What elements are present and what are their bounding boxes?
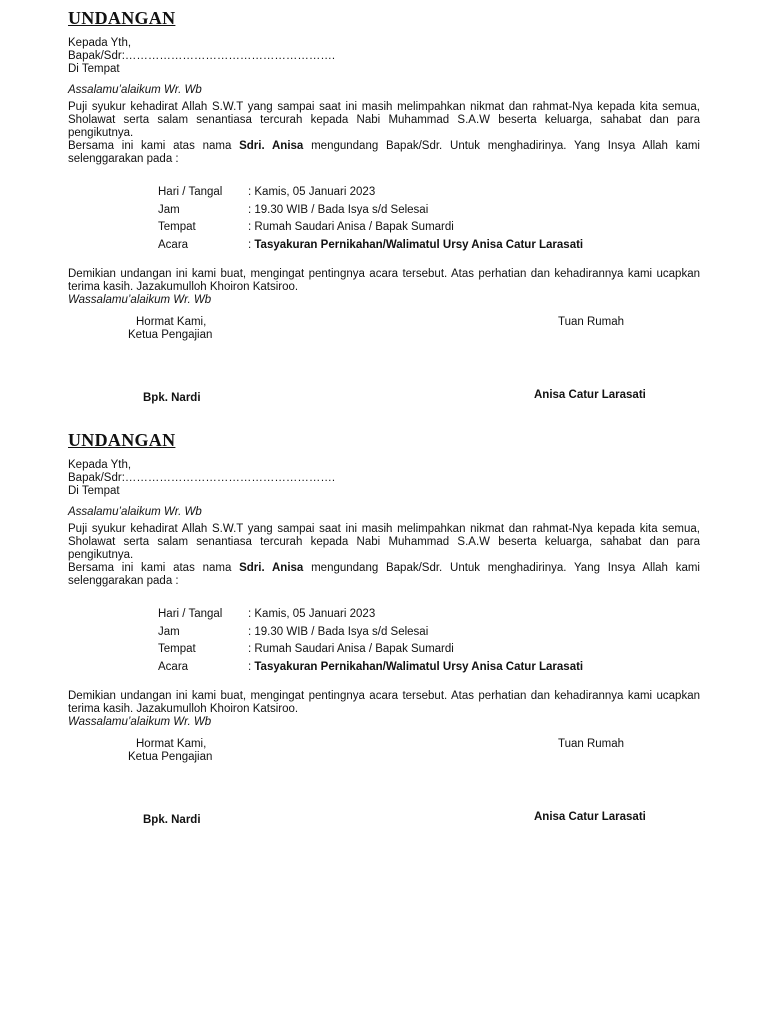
signature-left-name: Bpk. Nardi [143,392,201,404]
event-name: Tasyakuran Pernikahan/Walimatul Ursy Anisa Catur Larasati [254,238,584,251]
paragraph-host-after: mengundang Bapak/Sdr. Untuk menghadirinya. Yang Insya Allah kami selenggarakan pada : [68,140,700,165]
closing-block [68,268,700,307]
address-line-place: Di Tempat [68,63,120,75]
invitation-copy-1 [0,0,768,420]
signature-right-heading: Tuan Rumah [558,738,625,750]
detail-label: Acara [158,660,189,673]
signature-right-name: Anisa Catur Larasati [534,389,646,401]
detail-value: : Kamis, 05 Januari 2023 [248,608,376,620]
address-line-place: Di Tempat [68,485,120,497]
event-name: Tasyakuran Pernikahan/Walimatul Ursy Anisa Catur Larasati [254,660,584,673]
host-name: Sdri. Anisa [239,562,304,574]
signature-left-line2: Ketua Pengajian [128,751,213,763]
paragraph-host [68,562,700,588]
detail-label: Jam [158,625,180,638]
paragraph-host-before: Bersama ini kami atas nama [68,140,240,152]
greeting: Assalamu’alaikum Wr. Wb [68,84,202,96]
detail-value [248,239,583,252]
detail-label: Hari / Tangal [158,608,223,620]
paragraph-host [68,140,700,166]
invitation-body [68,523,700,588]
closing-paragraph: Demikian undangan ini kami buat, mengingat pentingnya acara tersebut. Atas perhatian dan kehadirannya kami ucapkan terima kasih. Jazakumulloh Khoiron Katsiroo. [68,268,700,293]
invitation-body [68,101,700,166]
detail-label: Acara [158,238,189,251]
address-line-recipient: Kepada Yth, [68,37,132,49]
paragraph-opening: Puji syukur kehadirat Allah S.W.T yang sampai saat ini masih melimpahkan nikmat dan rahmat-Nya kepada kita semua, Sholawat serta salam senantiasa tercurah kepada Nabi Muhammad S.A.W beserta keluarga, sahabat dan para pengikutnya. [68,523,700,561]
address-block [68,459,335,498]
signature-left-heading [128,738,212,764]
signature-right-name: Anisa Catur Larasati [534,811,646,823]
detail-label: Tempat [158,221,196,234]
closing-paragraph: Demikian undangan ini kami buat, mengingat pentingnya acara tersebut. Atas perhatian dan kehadirannya kami ucapkan terima kasih. Jazakumulloh Khoiron Katsiroo. [68,690,700,715]
signature-left-line1: Hormat Kami, [136,738,207,750]
invitation-title: UNDANGAN [68,430,176,450]
detail-value: : Kamis, 05 Januari 2023 [248,186,376,198]
paragraph-host-before: Bersama ini kami atas nama [68,562,240,574]
detail-colon: : [248,660,255,673]
invitation-copy-2 [0,422,768,842]
invitation-title: UNDANGAN [68,8,176,28]
farewell: Wassalamu’alaikum Wr. Wb [68,294,212,306]
address-line-name: Bapak/Sdr:………………………………………………. [68,472,336,484]
paragraph-host-after: mengundang Bapak/Sdr. Untuk menghadirinya. Yang Insya Allah kami selenggarakan pada : [68,562,700,587]
closing-block [68,690,700,729]
detail-value: : 19.30 WIB / Bada Isya s/d Selesai [248,625,429,638]
farewell: Wassalamu’alaikum Wr. Wb [68,716,212,728]
detail-value: : 19.30 WIB / Bada Isya s/d Selesai [248,203,429,216]
detail-label: Jam [158,203,180,216]
signature-right-heading: Tuan Rumah [558,316,625,328]
detail-label: Hari / Tangal [158,186,223,198]
address-block [68,37,335,76]
signature-left-line2: Ketua Pengajian [128,329,213,341]
greeting: Assalamu’alaikum Wr. Wb [68,506,202,518]
signature-left-name: Bpk. Nardi [143,814,201,826]
detail-colon: : [248,238,255,251]
signature-left-line1: Hormat Kami, [136,316,207,328]
paragraph-opening: Puji syukur kehadirat Allah S.W.T yang sampai saat ini masih melimpahkan nikmat dan rahmat-Nya kepada kita semua, Sholawat serta salam senantiasa tercurah kepada Nabi Muhammad S.A.W beserta keluarga, sahabat dan para pengikutnya. [68,101,700,139]
detail-value: : Rumah Saudari Anisa / Bapak Sumardi [248,643,454,656]
detail-value: : Rumah Saudari Anisa / Bapak Sumardi [248,221,454,234]
detail-label: Tempat [158,643,196,656]
detail-value [248,661,583,674]
address-line-name: Bapak/Sdr:………………………………………………. [68,50,336,62]
address-line-recipient: Kepada Yth, [68,459,132,471]
host-name: Sdri. Anisa [239,140,304,152]
signature-left-heading [128,316,212,342]
